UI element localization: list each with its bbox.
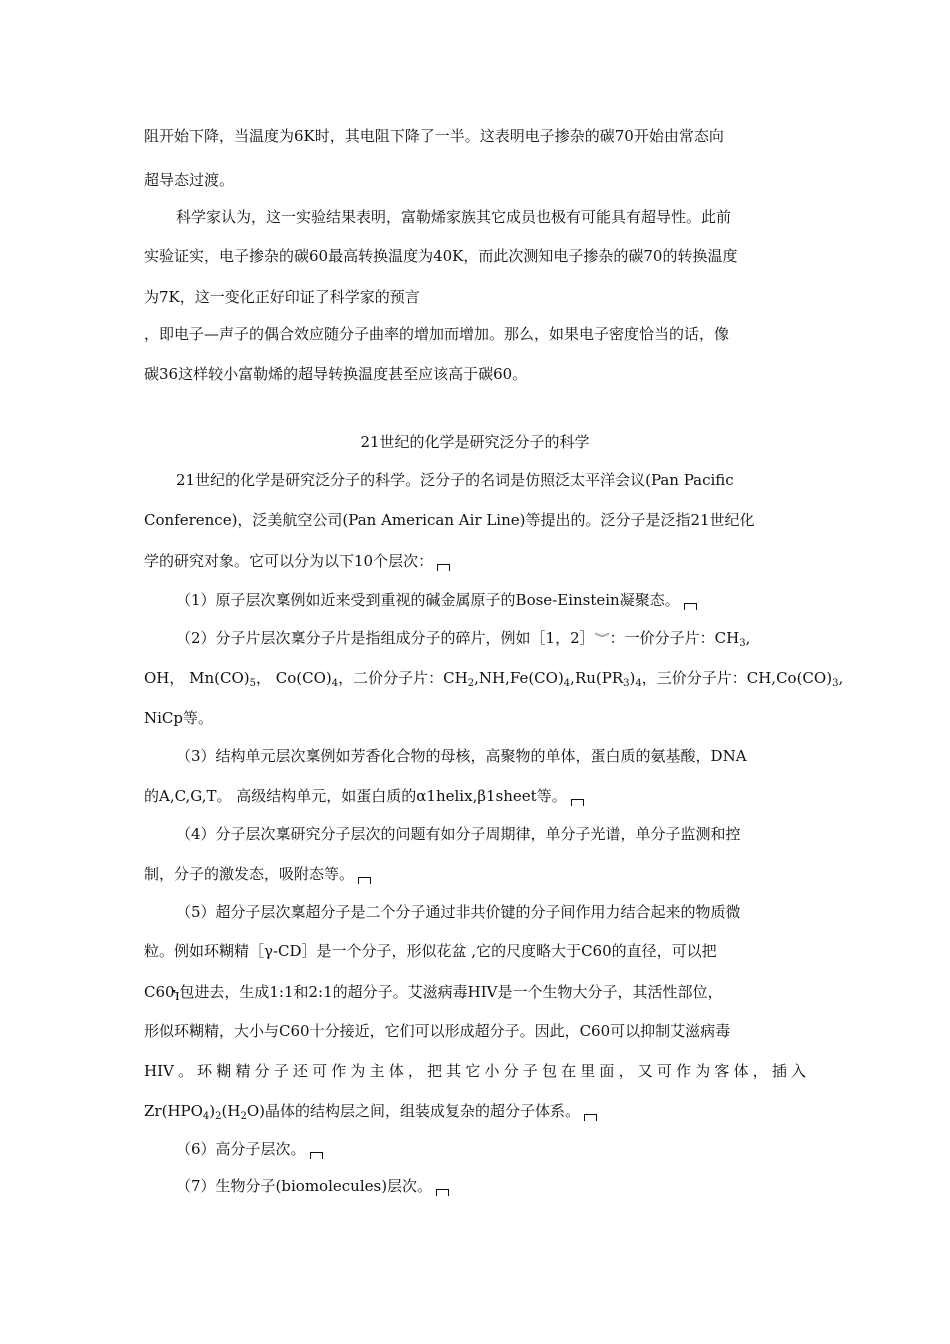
subscript: 4 xyxy=(563,678,571,689)
formula-text: Zr(HPO xyxy=(144,1102,203,1120)
paragraph-line: 为7K，这一变化正好印证了科学家的预言 xyxy=(144,288,420,306)
paragraph-line: ，即电子—声子的偶合效应随分子曲率的增加而增加。那么，如果电子密度恰当的话，像 xyxy=(144,325,730,343)
paragraph-line: 超导态过渡。 xyxy=(144,171,235,189)
paragraph-mark-icon xyxy=(584,1114,597,1121)
list-item xyxy=(176,1176,449,1196)
paragraph-line: 碳36这样较小富勒烯的超导转换温度甚至应该高于碳60。 xyxy=(144,365,528,383)
paragraph-line: 阻开始下降，当温度为6K时，其电阻下降了一半。这表明电子掺杂的碳70开始由常态向 xyxy=(144,127,724,145)
paragraph-line: 21世纪的化学是研究泛分子的科学。泛分子的名词是仿照泛太平洋会议(Pan Pacific xyxy=(176,471,734,489)
subscript: 2 xyxy=(240,1111,247,1122)
list-item-line xyxy=(144,982,723,1006)
paragraph-mark-icon xyxy=(437,564,450,571)
list-item-text: （7）生物分子(biomolecules)层次。 xyxy=(176,1177,433,1195)
list-item-text: ：一价分子片：CH xyxy=(609,629,740,647)
list-item-text: 包进去，生成1:1和2:1的超分子。艾滋病毒HIV是一个生物大分子，其活性部位， xyxy=(179,983,723,1001)
formula-text: ，三价分子片：CH,Co(CO) xyxy=(641,669,833,687)
list-item xyxy=(176,590,697,610)
formula-text: ，二价分子片：CH xyxy=(338,669,468,687)
formula-text: , xyxy=(838,669,844,687)
list-item: （4）分子层次稟研究分子层次的问题有如分子周期律，单分子光谱，单分子监测和控 xyxy=(176,825,741,843)
formula-text: O)晶体的结构层之间，组装成复杂的超分子体系。 xyxy=(246,1102,580,1120)
subscript: 2 xyxy=(215,1111,222,1122)
paragraph-mark-icon xyxy=(358,877,371,884)
list-item-text: C60 xyxy=(144,983,175,1001)
list-item-line: HIV。环糊精分子还可作为主体，把其它小分子包在里面，又可作为客体，插入 xyxy=(144,1062,806,1080)
subscript: 2 xyxy=(467,678,475,689)
paragraph-line: 科学家认为，这一实验结果表明，富勒烯家族其它成员也极有可能具有超导性。此前 xyxy=(176,208,732,226)
list-item-line xyxy=(144,786,584,806)
list-item-line xyxy=(144,668,843,688)
subscript: 4 xyxy=(202,1111,210,1122)
list-item xyxy=(176,1139,323,1159)
paragraph-mark-icon xyxy=(571,799,584,806)
list-item xyxy=(176,628,750,648)
formula-text: ,NH,Fe(CO) xyxy=(474,669,564,687)
anchor-mark-icon: Ⴈ xyxy=(172,989,180,1003)
paragraph-mark-icon xyxy=(436,1189,449,1196)
formula-text: OH， Mn(CO) xyxy=(144,669,250,687)
formula-text: ,Ru(PR xyxy=(570,669,624,687)
list-item: （5）超分子层次稟超分子是二个分子通过非共价键的分子间作用力结合起来的物质微 xyxy=(176,903,741,921)
subscript: 5 xyxy=(249,678,257,689)
list-item-text: 制，分子的激发态，吸附态等。 xyxy=(144,865,355,883)
formula-text: ) xyxy=(209,1102,216,1120)
subscript: 4 xyxy=(635,678,642,689)
subscript: 3 xyxy=(832,678,839,689)
list-item: （3）结构单元层次稟例如芳香化合物的母核，高聚物的单体，蛋白质的氨基酸，DNA xyxy=(176,747,747,765)
paragraph-line xyxy=(144,551,450,571)
list-item-line: 粒。例如环糊精［γ-CD］是一个分子，形似花盆 ,它的尺度略大于C60的直径，可以把 xyxy=(144,942,717,960)
subscript: 3 xyxy=(623,678,630,689)
paragraph-line: 实验证实，电子掺杂的碳60最高转换温度为40K，而此次测知电子掺杂的碳70的转换温度 xyxy=(144,247,738,265)
formula-text: ) xyxy=(629,669,636,687)
paragraph-text: 学的研究对象。它可以分为以下10个层次： xyxy=(144,552,434,570)
list-item-text: , xyxy=(745,629,751,647)
list-item-text: （6）高分子层次。 xyxy=(176,1140,306,1158)
formula-text: (H xyxy=(221,1102,241,1120)
formula-text: ， Co(CO) xyxy=(256,669,332,687)
chevron-down-icon: ︾ xyxy=(594,632,610,644)
list-item-line: 形似环糊精，大小与C60十分接近，它们可以形成超分子。因此，C60可以抑制艾滋病毒 xyxy=(144,1022,731,1040)
subscript: 4 xyxy=(331,678,339,689)
paragraph-mark-icon xyxy=(310,1152,323,1159)
paragraph-mark-icon xyxy=(684,603,697,610)
section-title: 21世纪的化学是研究泛分子的科学 xyxy=(360,433,590,451)
list-item-line xyxy=(144,864,371,884)
list-item-line: NiCp等。 xyxy=(144,709,214,727)
list-item-text: （2）分子片层次稟分子片是指组成分子的碎片，例如［1，2］ xyxy=(176,629,595,647)
list-item-text: 的A,C,G,T。 高级结构单元，如蛋白质的α1helix,β1sheet等。 xyxy=(144,787,567,805)
list-item-line xyxy=(144,1101,597,1121)
list-item-text: （1）原子层次稟例如近来受到重视的碱金属原子的Bose-Einstein凝聚态。 xyxy=(176,591,680,609)
paragraph-line: Conference)，泛美航空公司(Pan American Air Line)等提出的。泛分子是泛指21世纪化 xyxy=(144,511,755,529)
subscript: 3 xyxy=(739,638,746,649)
